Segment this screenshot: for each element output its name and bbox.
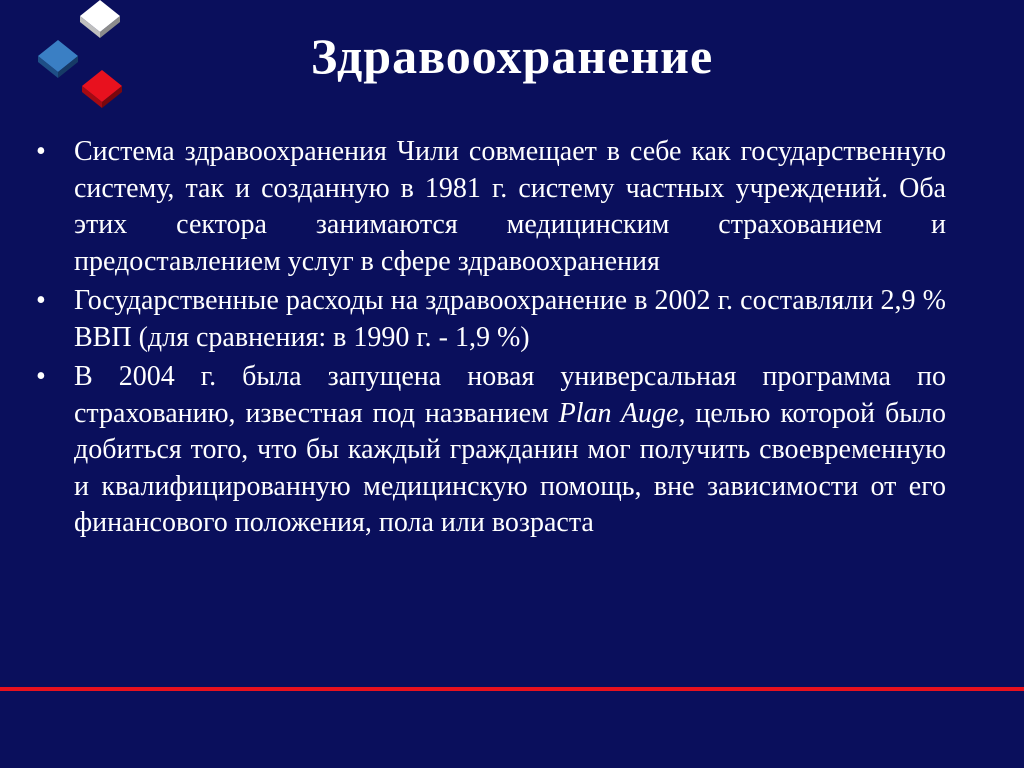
slide-title: Здравоохранение (310, 28, 714, 84)
bullet-text (74, 361, 946, 538)
bullet-text-part: целью которой было добиться того, что бы каждый гражданин мог получить своевременную и квалифицированную медицинскую помощь, вне зависимости от его финансового положения, пола или возраста (74, 397, 946, 538)
bullet-icon: • (36, 136, 46, 167)
bullet-icon: • (36, 361, 46, 392)
bullet-list (36, 134, 946, 545)
footer-accent-line (0, 687, 1024, 691)
bullet-icon: • (36, 285, 46, 316)
bullet-text: Государственные расходы на здравоохранение в 2002 г. составляли 2,9 % ВВП (для сравнения: в 1990 г. - 1,9 %) (74, 285, 946, 353)
program-name: Plan Auge, (558, 397, 686, 429)
bullet-item (36, 283, 946, 356)
bullet-item (36, 359, 946, 542)
bullet-text-part: В 2004 г. была запущена новая универсальная программа по страхованию, известная под названием (74, 361, 946, 429)
bullet-item (36, 134, 946, 280)
bullet-text: Система здравоохранения Чили совмещает в себе как государственную систему, так и созданную в 1981 г. систему частных учреждений. Оба этих сектора занимаются медицинским страхованием и предоставлением услуг в сфере здравоохранения (74, 136, 946, 277)
